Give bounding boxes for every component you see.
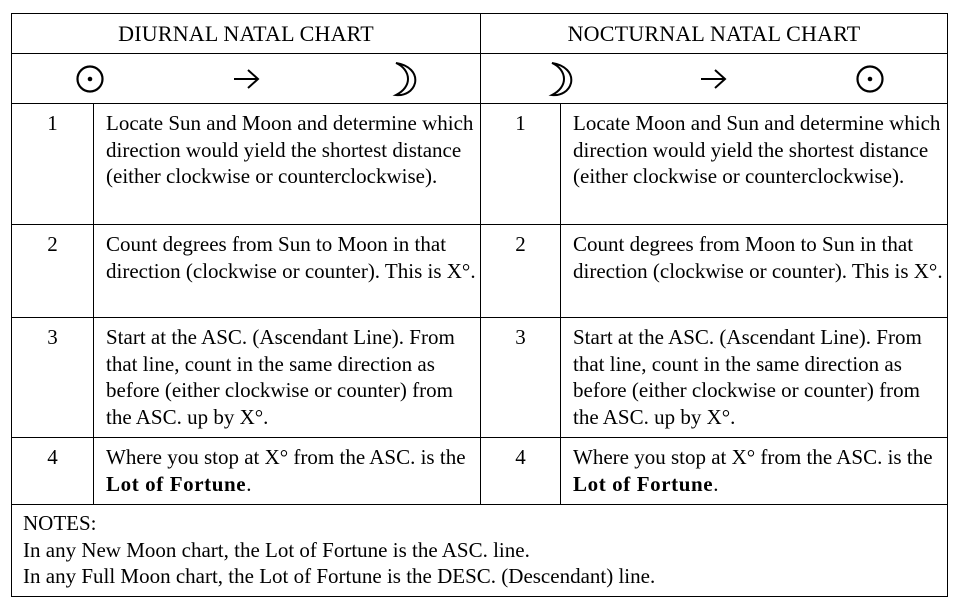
notes-section xyxy=(12,505,947,597)
step-number: 4 xyxy=(47,445,58,469)
step-text xyxy=(94,438,480,497)
lot-of-fortune-table xyxy=(11,13,948,597)
step-text: Count degrees from Sun to Moon in that direction (clockwise or counter). This is X°. xyxy=(106,232,476,283)
step-number: 4 xyxy=(515,445,526,469)
step-text: Start at the ASC. (Ascendant Line). From that line, count in the same direction as before (either clockwise or counter) from the ASC. up by X°. xyxy=(573,325,922,430)
step-number: 2 xyxy=(47,232,58,256)
step-text: Locate Moon and Sun and determine which direction would yield the shortest distance (either clockwise or counterclockwise). xyxy=(573,111,941,189)
step-text-part: . xyxy=(246,471,252,496)
step-text: Start at the ASC. (Ascendant Line). From that line, count in the same direction as before (either clockwise or counter) from the ASC. up by X°. xyxy=(106,325,455,430)
note-line: In any Full Moon chart, the Lot of Fortune is the DESC. (Descendant) line. xyxy=(23,564,656,588)
step-number: 1 xyxy=(515,111,526,135)
step-number: 3 xyxy=(47,325,58,349)
step-text-part: Where you stop at X° from the ASC. is the xyxy=(573,445,933,469)
moon-icon xyxy=(542,54,578,104)
note-line: In any New Moon chart, the Lot of Fortune is the ASC. line. xyxy=(23,537,530,562)
nocturnal-chart-title: NOCTURNAL NATAL CHART xyxy=(567,21,861,46)
step-number: 3 xyxy=(515,325,526,349)
notes-heading: NOTES: xyxy=(23,511,97,535)
step-text-part: . xyxy=(713,471,719,496)
lot-of-fortune-term: Lot of Fortune xyxy=(573,471,714,496)
lot-of-fortune-term: Lot of Fortune xyxy=(106,471,247,496)
step-number: 1 xyxy=(47,111,58,135)
step-number: 2 xyxy=(515,232,526,256)
arrow-right-icon xyxy=(694,54,734,104)
moon-icon xyxy=(386,54,422,104)
step-text xyxy=(561,438,947,497)
arrow-right-icon xyxy=(227,54,267,104)
divider xyxy=(480,14,481,505)
step-text: Count degrees from Moon to Sun in that direction (clockwise or counter). This is X°. xyxy=(573,232,943,283)
step-text: Locate Sun and Moon and determine which direction would yield the shortest distance (either clockwise or counterclockwise). xyxy=(106,111,474,189)
step-text-part: Where you stop at X° from the ASC. is the xyxy=(106,445,466,469)
diurnal-chart-title: DIURNAL NATAL CHART xyxy=(118,21,374,46)
sun-icon xyxy=(848,54,892,104)
sun-icon xyxy=(68,54,112,104)
